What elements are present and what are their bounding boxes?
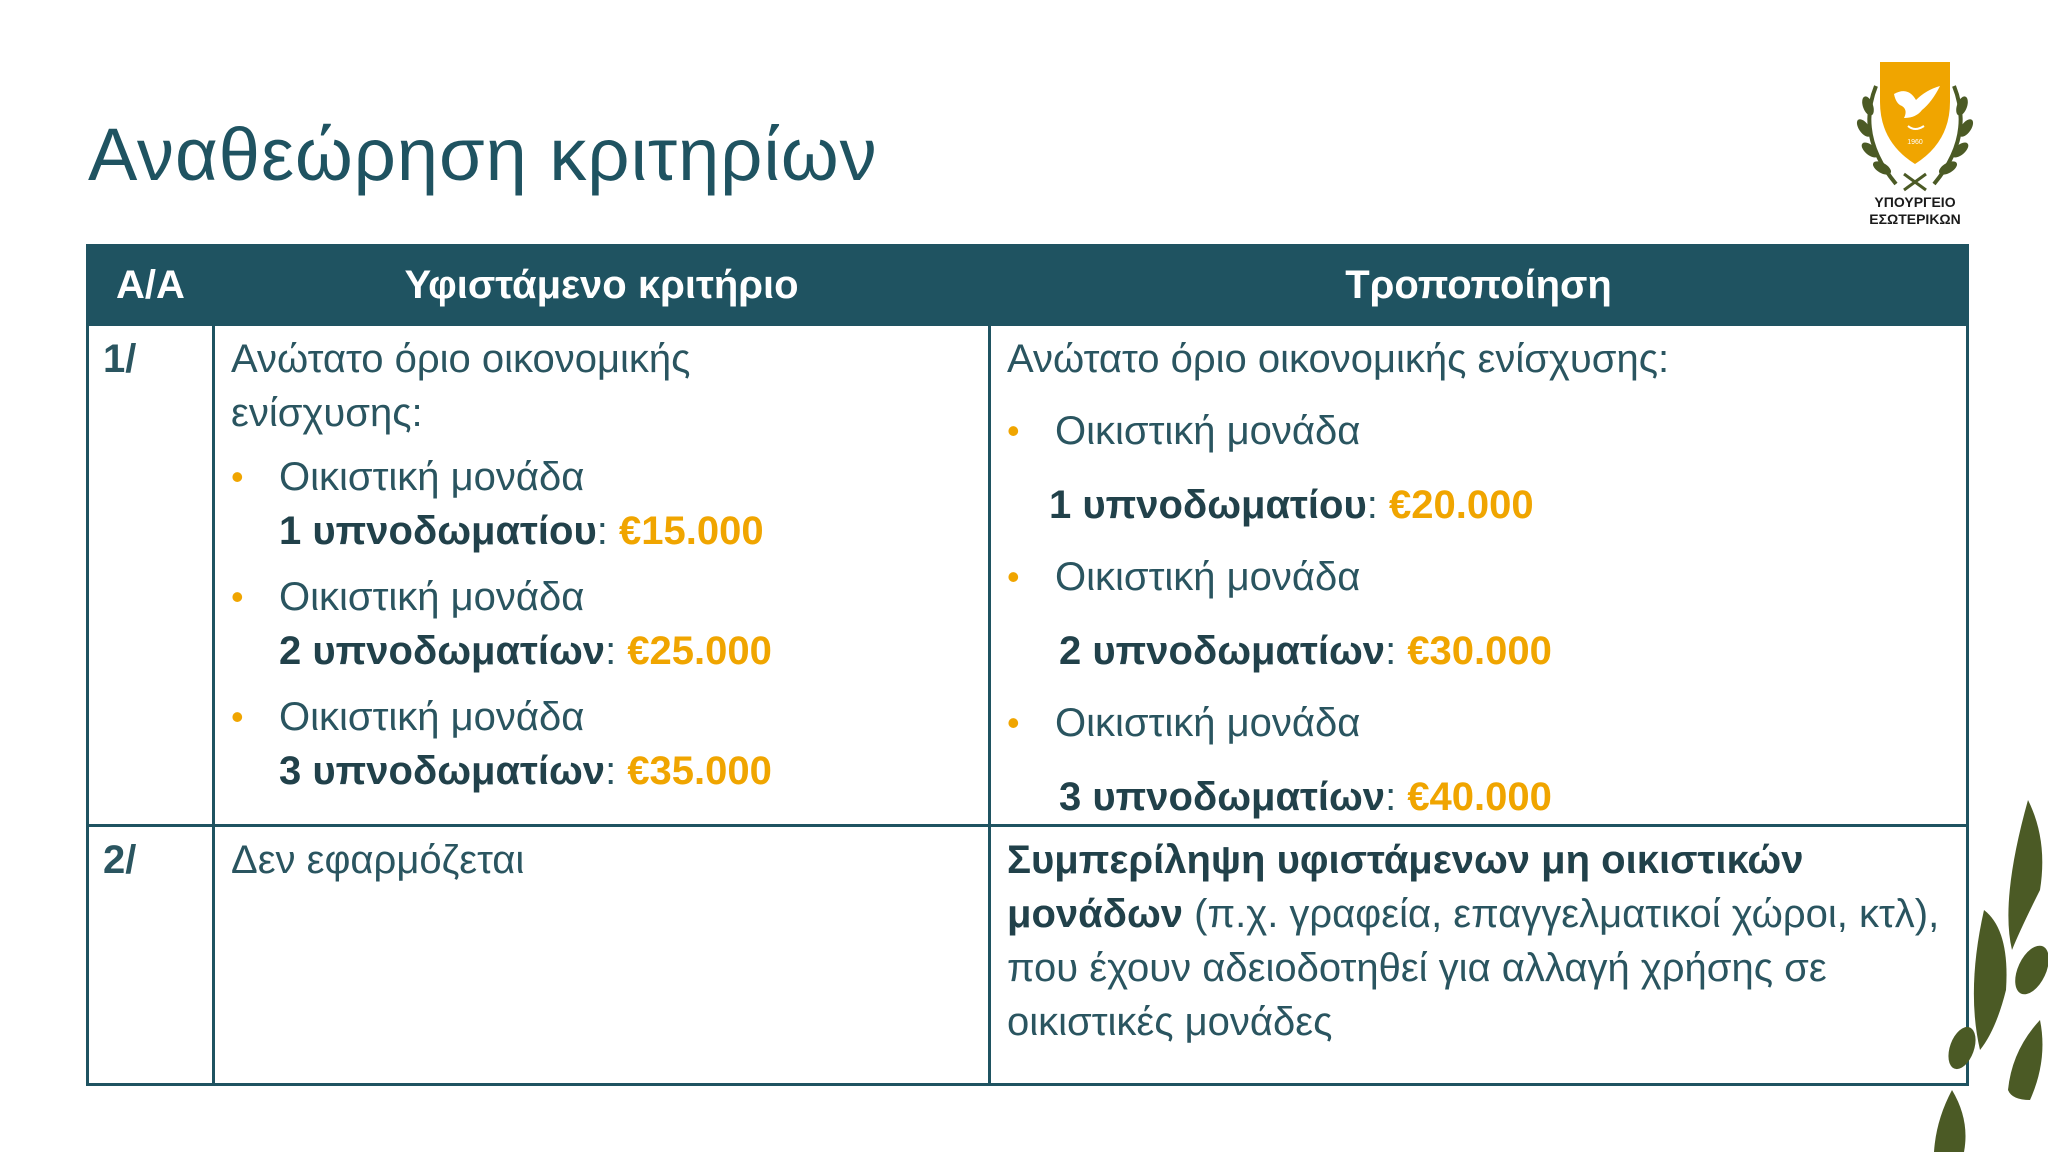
separator: :: [1366, 483, 1378, 527]
logo-line1: ΥΠΟΥΡΓΕΙΟ: [1874, 194, 1956, 210]
table-row: [88, 826, 1968, 1085]
separator: :: [605, 629, 617, 673]
separator: :: [1385, 775, 1397, 819]
ministry-logo: [1846, 56, 1984, 236]
header-aa: Α/Α: [88, 246, 214, 325]
unit-label: • Οικιστική μονάδα: [1055, 409, 1361, 453]
logo-line2: ΕΣΩΤΕΡΙΚΩΝ: [1869, 211, 1961, 227]
cyprus-emblem-icon: [1846, 56, 1984, 196]
slide-title: Αναθεώρηση κριτηρίων: [88, 113, 878, 196]
unit-label: • Οικιστική μονάδα: [279, 695, 585, 739]
amendment-bold-text: Συμπερίληψη υφιστάμενων μη οικιστικών μονάδων: [1007, 838, 1804, 936]
criteria-table: [86, 244, 1969, 1086]
rooms-label: 2 υπνοδωματίων: [1059, 629, 1386, 673]
amount: €25.000: [627, 629, 772, 673]
header-amendment: Τροποποίηση: [990, 246, 1968, 325]
table-header-row: [88, 246, 1968, 325]
existing-list: [231, 450, 972, 798]
list-item: [231, 450, 972, 558]
amendment-cell: [990, 325, 1968, 826]
unit-label: • Οικιστική μονάδα: [279, 575, 585, 619]
amount: €30.000: [1407, 629, 1552, 673]
rooms-label: 3 υπνοδωματίων: [1059, 775, 1386, 819]
unit-label: • Οικιστική μονάδα: [1055, 555, 1361, 599]
amount: €35.000: [627, 749, 772, 793]
amendment-cell: [990, 826, 1968, 1085]
rooms-label: 2 υπνοδωματίων: [279, 629, 606, 673]
list-item: [231, 690, 972, 798]
amendment-text: (π.χ. γραφεία, επαγγελματικοί χώροι, κτλ), που έχουν αδειοδοτηθεί για αλλαγή χρήσης σε οικιστικές μονάδες: [1007, 892, 1940, 1044]
list-item: [1007, 550, 1950, 678]
amendment-list: [1007, 404, 1950, 824]
separator: :: [1385, 629, 1397, 673]
rooms-label: 1 υπνοδωματίου: [1049, 483, 1367, 527]
amendment-intro: Ανώτατο όριο οικονομικής ενίσχυσης:: [1007, 337, 1670, 381]
amount: €15.000: [618, 509, 764, 553]
logo-caption: [1846, 194, 1984, 228]
unit-label: • Οικιστική μονάδα: [1055, 701, 1361, 745]
rooms-label: 1 υπνοδωματίου: [279, 509, 597, 553]
list-item: [1007, 404, 1950, 532]
row-number: 2/: [88, 826, 214, 1085]
row-number: 1/: [88, 325, 214, 826]
logo-year: 1960: [1907, 139, 1923, 146]
header-existing: Υφιστάμενο κριτήριο: [214, 246, 990, 325]
separator: :: [596, 509, 608, 553]
separator: :: [605, 749, 617, 793]
unit-label: • Οικιστική μονάδα: [279, 455, 585, 499]
existing-intro: Ανώτατο όριο οικονομικής ενίσχυσης:: [231, 337, 691, 435]
rooms-label: 3 υπνοδωματίων: [279, 749, 606, 793]
list-item: [231, 570, 972, 678]
amount: €40.000: [1407, 775, 1552, 819]
amount: €20.000: [1388, 483, 1534, 527]
table-row: [88, 325, 1968, 826]
list-item: [1007, 696, 1950, 824]
existing-criterion-cell: Δεν εφαρμόζεται: [214, 826, 990, 1085]
existing-criterion-cell: [214, 325, 990, 826]
olive-leaves-decoration: [1900, 800, 2048, 1152]
